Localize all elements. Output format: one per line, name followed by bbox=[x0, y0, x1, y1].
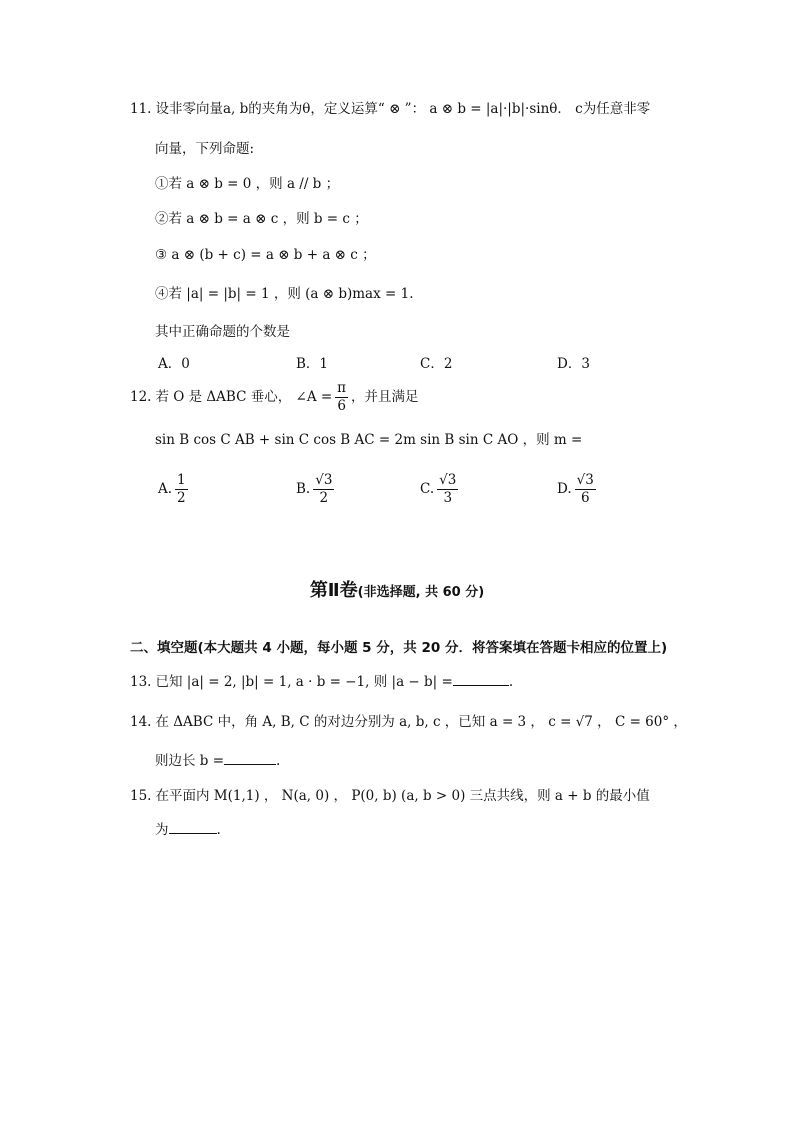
q12-equation: sin B cos C AB + sin C cos B AC = 2m sin B sin C AO ，则 m = bbox=[155, 432, 583, 448]
q12-option-b-den: 2 bbox=[319, 490, 329, 506]
q11-line1 bbox=[130, 99, 650, 119]
q13-line bbox=[130, 671, 513, 692]
q13-answer-blank bbox=[453, 671, 509, 686]
q14-number: 14. bbox=[130, 714, 152, 730]
q15-end: . bbox=[216, 822, 221, 838]
q12-text-after: ，并且满足 bbox=[351, 389, 419, 405]
q12-option-a-num: 1 bbox=[177, 472, 186, 488]
q12-line1 bbox=[130, 380, 419, 415]
q12-option-a-den: 2 bbox=[177, 490, 186, 506]
part2-title bbox=[0, 576, 794, 602]
q12-option-a bbox=[158, 472, 191, 507]
q15-text: 在平面内 M(1,1) ， N(a, 0) ， P(0, b) (a, b > 0) 三点共线，则 a + b 的最小值 bbox=[155, 788, 650, 804]
q13-text: 已知 |a| = 2, |b| = 1, a · b = −1, 则 |a − b| = bbox=[155, 674, 453, 690]
q11-option-c: C．2 bbox=[420, 356, 453, 372]
q12-angle-fraction bbox=[335, 380, 348, 415]
q12-option-d-den: 6 bbox=[580, 490, 590, 506]
q12-number: 12. bbox=[130, 389, 152, 405]
q12-angle-den: 6 bbox=[337, 398, 346, 414]
q12-angle-num: π bbox=[337, 380, 347, 396]
q15-line2 bbox=[155, 819, 221, 840]
section2-heading: 二、填空题(本大题共 4 小题，每小题 5 分，共 20 分．将答案填在答题卡相应的位置上) bbox=[130, 640, 668, 656]
q11-prop-2: ②若 a ⊗ b = a ⊗ c ，则 b = c ； bbox=[155, 211, 368, 227]
q11-number: 11. bbox=[130, 101, 152, 117]
q12-option-d-label: D. bbox=[557, 481, 572, 497]
q11-prop-3: ③ a ⊗ (b + c) = a ⊗ b + a ⊗ c ； bbox=[155, 247, 376, 263]
q12-option-c-frac bbox=[437, 472, 458, 507]
q12-option-c-den: 3 bbox=[443, 490, 453, 506]
q12-option-b bbox=[296, 472, 337, 507]
q12-option-a-frac bbox=[175, 472, 188, 507]
q12-option-d-frac bbox=[575, 472, 596, 507]
q15-line1 bbox=[130, 786, 650, 806]
q11-option-b: B．1 bbox=[296, 356, 329, 372]
q15-answer-blank bbox=[169, 819, 217, 834]
q12-option-b-label: B. bbox=[296, 481, 311, 497]
q11-text-line2: 向量，下列命题: bbox=[155, 141, 255, 157]
q14-line2 bbox=[155, 750, 280, 771]
part2-title-main: 第Ⅱ卷 bbox=[309, 580, 358, 601]
q14-text: 在 ΔABC 中，角 A, B, C 的对边分别为 a, b, c ，已知 a = 3 ， c = √7 ， C = 60° ， bbox=[155, 714, 687, 730]
q11-question: 其中正确命题的个数是 bbox=[155, 324, 290, 340]
q12-option-c-label: C. bbox=[420, 481, 435, 497]
q11-text-line1: 设非零向量a, b的夹角为θ，定义运算“ ⊗ ”： a ⊗ b = |a|·|b|·sinθ． c为任意非零 bbox=[155, 101, 651, 117]
q11-option-d: D．3 bbox=[557, 356, 590, 372]
q11-option-a: A．0 bbox=[158, 356, 190, 372]
q12-option-d-num: √3 bbox=[576, 472, 594, 488]
q12-option-c-num: √3 bbox=[439, 472, 457, 488]
q12-option-c bbox=[420, 472, 461, 507]
part2-subtitle: (非选择题, 共 60 分) bbox=[357, 585, 485, 600]
q14-answer-blank bbox=[224, 750, 276, 765]
q12-option-a-label: A. bbox=[158, 481, 173, 497]
q15-number: 15. bbox=[130, 788, 152, 804]
q12-text-before: 若 O 是 ΔABC 垂心， ∠A = bbox=[155, 389, 333, 405]
q13-end: . bbox=[508, 674, 514, 690]
q13-number: 13. bbox=[130, 674, 152, 690]
q11-prop-4: ④若 |a| = |b| = 1 ，则 (a ⊗ b)max = 1. bbox=[155, 286, 414, 302]
q14-line1 bbox=[130, 712, 687, 732]
q11-prop-1: ①若 a ⊗ b = 0 ，则 a // b ； bbox=[155, 176, 340, 192]
q12-option-b-num: √3 bbox=[315, 472, 333, 488]
q12-option-b-frac bbox=[313, 472, 334, 507]
q14-line2-text: 则边长 b = bbox=[155, 753, 225, 769]
q14-end: . bbox=[276, 753, 281, 769]
q15-line2-text: 为 bbox=[155, 822, 169, 838]
q12-option-d bbox=[557, 472, 599, 507]
